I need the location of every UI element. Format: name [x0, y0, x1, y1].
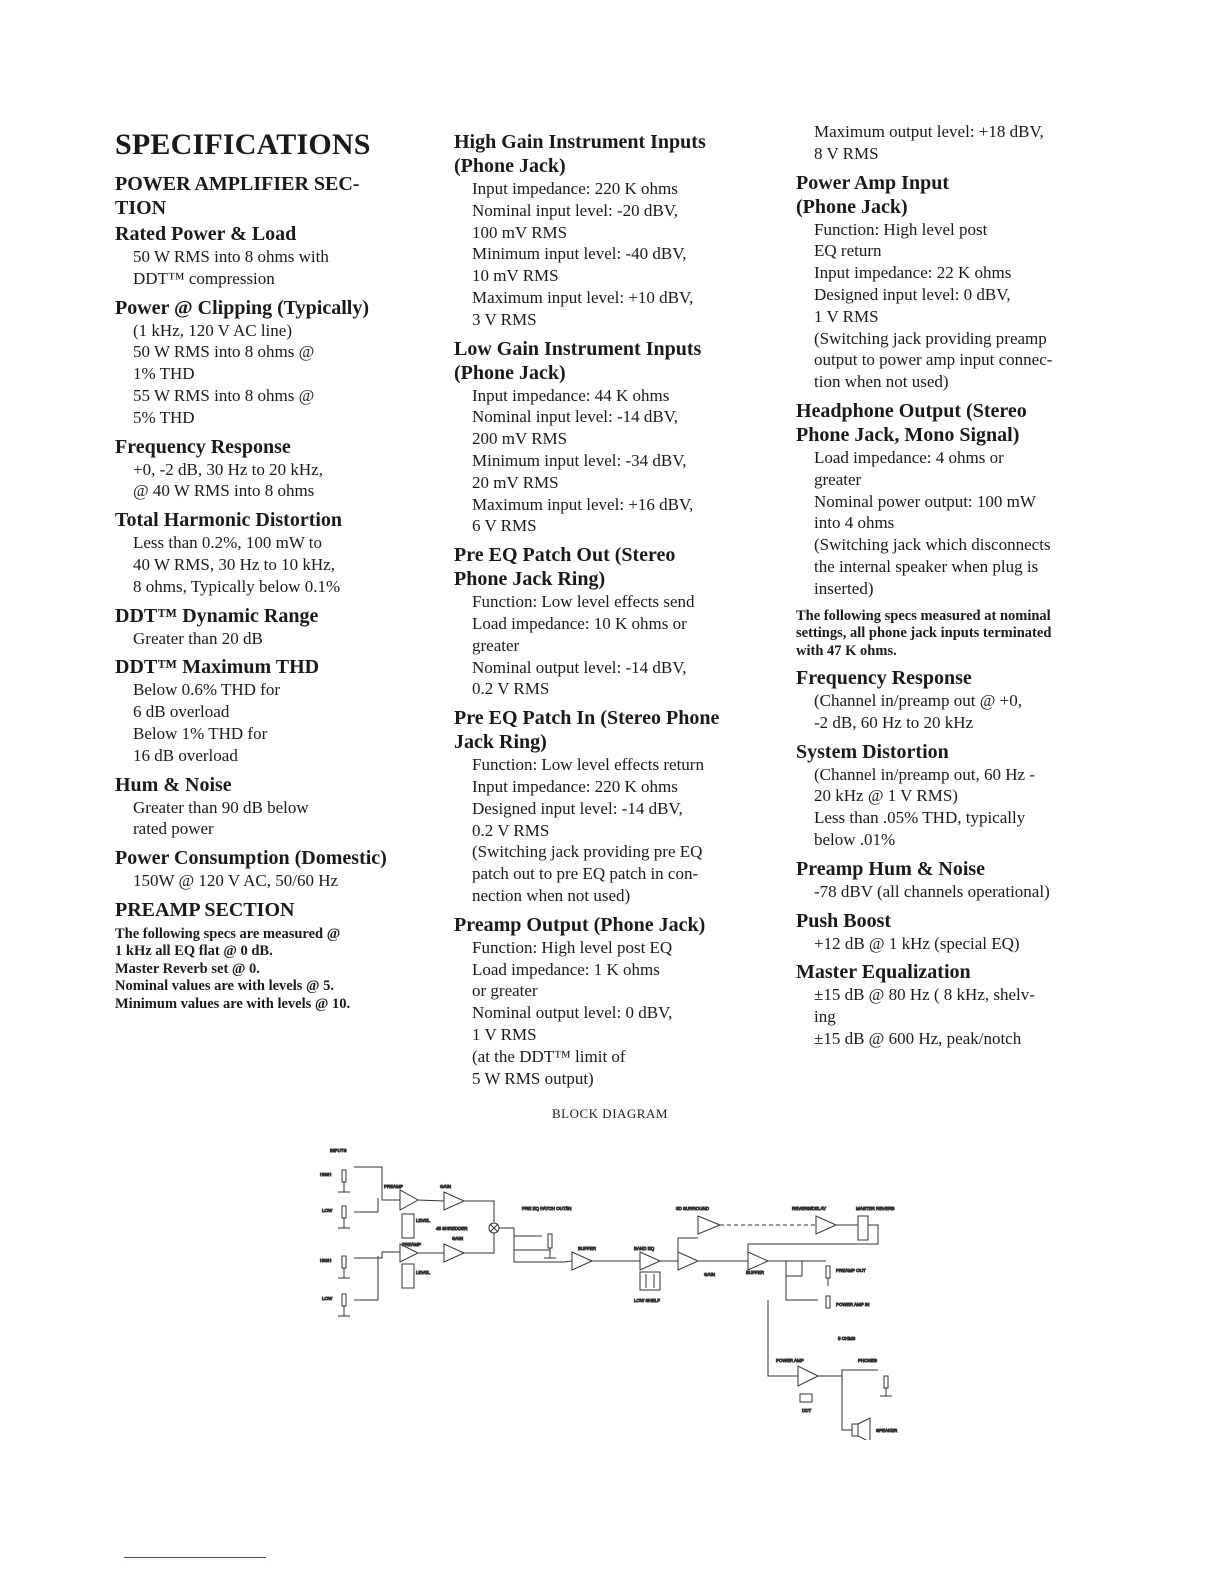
label-ohms: 5 OHMS — [838, 1336, 856, 1341]
spec-heading: Push Boost — [796, 909, 892, 932]
spec-body: Input impedance: 220 K ohms Nominal input level: -20 dBV, 100 mV RMS Minimum input level: -40 dBV, 10 mV RMS Maximum input level: +10 dBV, 3 V RMS — [472, 179, 694, 329]
spec-body: ±15 dB @ 80 Hz ( 8 kHz, shelv- ing ±15 dB @ 600 Hz, peak/notch — [814, 985, 1035, 1049]
spec-heading: Frequency Response — [115, 435, 291, 458]
label-reverb: REVERB/DELAY — [792, 1206, 827, 1211]
spec-heading: Low Gain Instrument Inputs (Phone Jack) — [454, 337, 702, 384]
spec-body: -78 dBV (all channels operational) — [814, 881, 1050, 901]
label-preamp-2: PREAMP — [402, 1242, 422, 1247]
input-jack-icon — [338, 1256, 350, 1278]
spec-body: +12 dB @ 1 kHz (special EQ) — [814, 933, 1020, 953]
spec-body: Below 0.6% THD for 6 dB overload Below 1% THD for 16 dB overload — [133, 680, 280, 765]
input-jack-icon — [338, 1294, 350, 1316]
label-ddt: DDT — [802, 1408, 812, 1413]
spec-heading: Total Harmonic Distortion — [115, 509, 343, 532]
band-eq-icon — [640, 1272, 660, 1290]
spec-body: (Channel in/preamp out, 60 Hz - 20 kHz @ 1 V RMS) Less than .05% THD, typically below .01% — [814, 764, 1035, 850]
spec-body: Less than 0.2%, 100 mW to 40 W RMS, 30 Hz to 10 kHz, 8 ohms, Typically below 0.1% — [133, 533, 341, 596]
label-phones: PHONES — [858, 1358, 878, 1363]
spec-body: Function: High level post EQ return Input impedance: 22 K ohms Designed input level: 0 dBV, 1 V RMS (Switching jack providing preamp output to power amp input connec- tion when not used) — [814, 219, 1053, 392]
spec-item — [115, 296, 435, 429]
spec-item — [796, 960, 1116, 1049]
label-shredder: 45 SHREDDER — [436, 1226, 468, 1231]
level-1-pot-icon — [402, 1214, 414, 1238]
measurement-note: The following specs measured at nominal settings, all phone jack inputs terminated with 47 K ohms. — [796, 607, 1052, 659]
spec-body: Function: Low level effects send Load impedance: 10 K ohms or greater Nominal output level: -14 dBV, 0.2 V RMS — [472, 592, 695, 699]
spec-item — [115, 846, 435, 892]
spec-heading: High Gain Instrument Inputs (Phone Jack) — [454, 131, 706, 177]
spec-body: Greater than 20 dB — [133, 628, 263, 648]
gain-1-triangle-icon — [444, 1192, 464, 1210]
surround-triangle-icon — [698, 1216, 720, 1234]
spec-item — [796, 171, 1116, 393]
master-reverb-pot-icon — [858, 1216, 868, 1240]
spec-heading: Headphone Output (Stereo Phone Jack, Mono Signal) — [796, 399, 1027, 446]
buffer-triangle-icon — [572, 1252, 592, 1270]
label-level-1: LEVEL — [416, 1218, 431, 1223]
input-jack-icon — [338, 1206, 350, 1228]
label-power-amp-in: POWER AMP IN — [836, 1302, 870, 1307]
spec-item — [115, 604, 435, 650]
buffer-2-triangle-icon — [748, 1252, 768, 1270]
spec-item — [796, 666, 1116, 734]
gain-3-triangle-icon — [678, 1252, 698, 1270]
label-preamp-1: PREAMP — [384, 1184, 404, 1189]
label-power-amp: POWER AMP — [776, 1358, 804, 1363]
ddt-box-icon — [800, 1394, 812, 1402]
spec-heading: Master Equalization — [796, 961, 971, 984]
label-high-1: HIGH — [320, 1172, 332, 1177]
spec-heading: Power Consumption (Domestic) — [115, 847, 387, 870]
spec-heading: Pre EQ Patch Out (Stereo Phone Jack Ring) — [454, 544, 676, 591]
power-amp-triangle-icon — [798, 1366, 818, 1386]
input-jack-icon — [338, 1170, 350, 1192]
label-band-eq: BAND EQ — [634, 1246, 655, 1251]
spec-body: 50 W RMS into 8 ohms with DDT™ compression — [133, 247, 329, 288]
label-gain-1: GAIN — [440, 1184, 452, 1189]
page-title: SPECIFICATIONS — [115, 128, 371, 161]
label-level-2: LEVEL — [416, 1270, 431, 1275]
spec-body: (1 kHz, 120 V AC line) 50 W RMS into 8 ohms @ 1% THD 55 W RMS into 8 ohms @ 5% THD — [133, 320, 315, 427]
reverb-triangle-icon — [816, 1216, 836, 1234]
spec-heading: Preamp Output (Phone Jack) — [454, 913, 706, 936]
spec-body: 150W @ 120 V AC, 50/60 Hz — [133, 871, 339, 891]
spec-body: (Channel in/preamp out @ +0, -2 dB, 60 Hz to 20 kHz — [814, 691, 1022, 732]
label-master-reverb: MASTER REVERB — [856, 1206, 895, 1211]
spec-body: Input impedance: 44 K ohms Nominal input level: -14 dBV, 200 mV RMS Minimum input level: -34 dBV, 20 mV RMS Maximum input level: +16 dBV, 6 V RMS — [472, 385, 694, 536]
eq-triangle-icon — [640, 1252, 660, 1270]
spec-body: Greater than 90 dB below rated power — [133, 797, 309, 839]
label-low-1: LOW — [322, 1208, 333, 1213]
spec-body: Function: Low level effects return Input impedance: 220 K ohms Designed input level: -14 dBV, 0.2 V RMS (Switching jack providing pre EQ patch out to pre EQ patch in con- nection when not used) — [472, 755, 704, 905]
spec-item — [796, 399, 1116, 600]
spec-body: Function: High level post EQ Load impedance: 1 K ohms or greater Nominal output level: 0 dBV, 1 V RMS (at the DDT™ limit of 5 W RMS output) — [472, 937, 673, 1088]
spec-heading: DDT™ Dynamic Range — [115, 604, 319, 627]
spec-heading: Frequency Response — [796, 667, 972, 690]
spec-item — [115, 222, 435, 290]
speaker-icon — [852, 1418, 870, 1440]
label-low-shelf: LOW SHELF — [634, 1298, 661, 1303]
column-left — [115, 118, 435, 1013]
spec-heading: Power @ Clipping (Typically) — [115, 296, 369, 319]
preamp-note: The following specs are measured @ 1 kHz all EQ flat @ 0 dB. Master Reverb set @ 0. Nominal values are with levels @ 5. Minimum values are with levels @ 10. — [115, 925, 351, 1012]
preamp-out-jack-icon — [826, 1266, 830, 1286]
label-patch: PRE EQ PATCH OUT/IN — [522, 1206, 572, 1211]
spec-body: Load impedance: 4 ohms or greater Nominal power output: 100 mW into 4 ohms (Switching jack which disconnects the internal speaker when plug is inserted) — [814, 447, 1051, 598]
spec-body: Maximum output level: +18 dBV, 8 V RMS — [814, 122, 1044, 163]
level-2-pot-icon — [402, 1264, 414, 1288]
label-buffer-2: BUFFER — [746, 1270, 764, 1275]
phones-jack-icon — [880, 1376, 892, 1396]
spec-heading: Power Amp Input (Phone Jack) — [796, 171, 949, 218]
spec-heading: DDT™ Maximum THD — [115, 656, 320, 679]
spec-heading: Rated Power & Load — [115, 223, 297, 245]
spec-heading: Hum & Noise — [115, 773, 232, 796]
power-amplifier-section-heading: POWER AMPLIFIER SEC- TION — [115, 173, 360, 219]
spec-heading: System Distortion — [796, 740, 949, 763]
footer-rule — [124, 1557, 266, 1558]
spec-item — [796, 740, 1116, 851]
label-high-2: HIGH — [320, 1258, 332, 1263]
spec-item — [115, 655, 435, 766]
preamp-section-heading: PREAMP SECTION — [115, 898, 295, 921]
power-amp-in-jack-icon — [826, 1296, 830, 1308]
block-diagram — [318, 1140, 918, 1440]
patch-jack-icon — [544, 1234, 556, 1258]
spec-heading: Preamp Hum & Noise — [796, 857, 986, 880]
spec-item — [115, 435, 435, 503]
label-surround: 3D SURROUND — [676, 1206, 710, 1211]
spec-item — [454, 337, 772, 538]
spec-item — [796, 909, 1116, 955]
gain-2-triangle-icon — [444, 1244, 464, 1262]
preamp-1-triangle-icon — [400, 1190, 418, 1210]
spec-heading: Pre EQ Patch In (Stereo Phone Jack Ring) — [454, 707, 720, 754]
spec-body: +0, -2 dB, 30 Hz to 20 kHz, @ 40 W RMS into 8 ohms — [133, 459, 323, 501]
label-low-2: LOW — [322, 1296, 333, 1301]
label-speaker: SPEAKER — [876, 1428, 898, 1433]
label-buffer: BUFFER — [578, 1246, 596, 1251]
spec-item — [796, 857, 1116, 903]
label-gain-3: GAIN — [704, 1272, 716, 1277]
column-right — [796, 121, 1116, 1050]
label-preamp-out-text: PREAMP OUT — [836, 1268, 866, 1273]
spec-item — [115, 508, 435, 597]
label-gain-2: GAIN — [452, 1236, 464, 1241]
label-inputs: INPUTS — [330, 1148, 347, 1153]
column-middle — [454, 130, 772, 1089]
spec-item — [454, 706, 772, 907]
block-diagram-title: BLOCK DIAGRAM — [552, 1106, 668, 1121]
spec-item — [454, 130, 772, 331]
spec-item — [454, 913, 772, 1090]
spec-item — [115, 773, 435, 841]
spec-item — [454, 543, 772, 700]
